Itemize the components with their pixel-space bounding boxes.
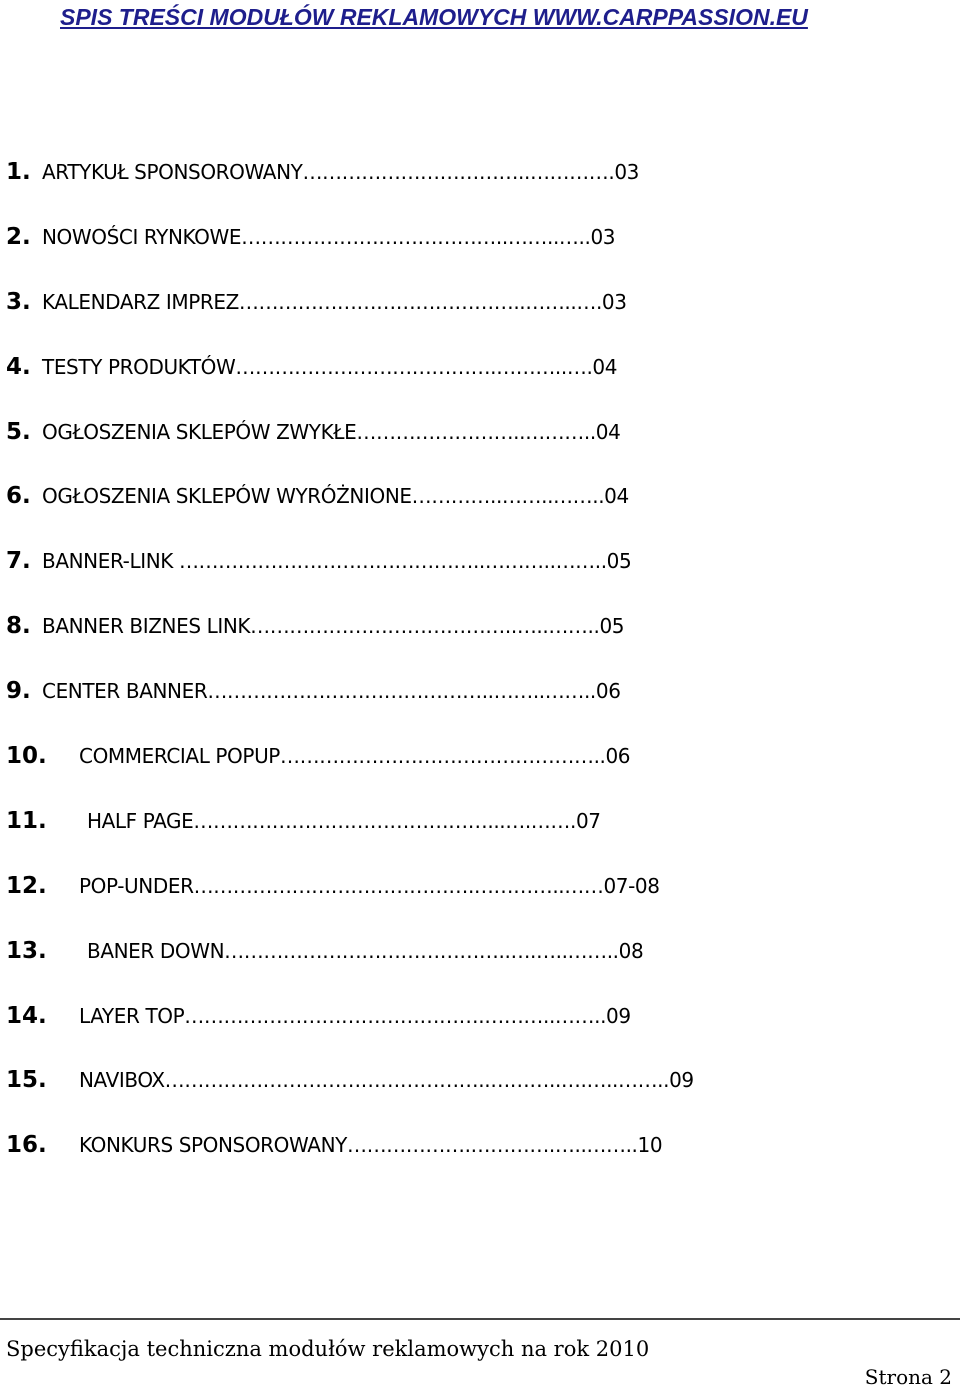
- toc-item: [0, 152, 960, 217]
- toc-item: [0, 801, 960, 866]
- footer-divider: [0, 1318, 960, 1320]
- toc-item-entry: BANNER-LINK ………………………………………..………..……..05: [42, 549, 632, 574]
- toc-item-entry: BANNER BIZNES LINK…………………………………..…..……..05: [42, 614, 625, 639]
- toc-item-number: 3.: [6, 288, 31, 315]
- toc-item: [0, 541, 960, 606]
- toc-item-entry: TESTY PRODUKTÓW………………………………….………..….04: [42, 354, 618, 379]
- toc-item-entry: ARTYKUŁ SPONSOROWANY……………………………..………….03: [42, 160, 639, 184]
- toc-item: [0, 671, 960, 736]
- toc-item-number: 5.: [6, 418, 31, 445]
- toc-item-number: 14.: [6, 1002, 47, 1029]
- toc-item-entry: BANER DOWN……………………………………..….…..……..08: [87, 938, 644, 963]
- toc-item-number: 13.: [6, 937, 47, 964]
- toc-item-number: 7.: [6, 548, 31, 575]
- page-number: Strona 2: [864, 1365, 952, 1389]
- toc-item-number: 12.: [6, 872, 47, 899]
- toc-item: [0, 606, 960, 671]
- toc-item-entry: HALF PAGE………………………………………...….…….07: [87, 808, 601, 833]
- toc-item-entry: KALENDARZ IMPREZ……………………………………..……..….03: [42, 289, 627, 314]
- toc-item-entry: KONKURS SPONSOROWANY……………….………….…..……..10: [79, 1133, 663, 1158]
- toc-item-number: 4.: [6, 353, 31, 380]
- toc-item-number: 11.: [6, 807, 47, 834]
- toc-item: [0, 931, 960, 996]
- toc-item-entry: OGŁOSZENIA SKLEPÓW WYRÓŻNIONE…………..……..……..04: [42, 484, 629, 509]
- toc-item-entry: POP-UNDER…………………………………….…………..……07-08: [79, 873, 660, 898]
- toc-item: [0, 347, 960, 412]
- toc-item-entry: OGŁOSZENIA SKLEPÓW ZWYKŁE……………………..………..04: [42, 419, 621, 444]
- toc-item: [0, 1125, 960, 1190]
- toc-item-entry: LAYER TOP……………………………………….………..……..09: [79, 1003, 631, 1028]
- toc-item: [0, 866, 960, 931]
- toc-item-number: 2.: [6, 223, 31, 250]
- toc-item-entry: CENTER BANNER……………………………………..……..……..06: [42, 679, 621, 704]
- toc-item: [0, 217, 960, 282]
- toc-item: [0, 736, 960, 801]
- table-of-contents: [0, 152, 960, 1190]
- toc-item-number: 16.: [6, 1132, 47, 1159]
- toc-item-entry: NAVIBOX…………………………………………..………..….…..……..09: [79, 1068, 694, 1093]
- toc-item-number: 6.: [6, 483, 31, 510]
- toc-item: [0, 412, 960, 477]
- toc-item-entry: COMMERCIAL POPUP…………………………………………..06: [79, 744, 631, 769]
- toc-item-number: 10.: [6, 743, 47, 770]
- toc-item-number: 15.: [6, 1067, 47, 1094]
- toc-item: [0, 476, 960, 541]
- toc-item: [0, 1060, 960, 1125]
- toc-item: [0, 282, 960, 347]
- footer-caption: Specyfikacja techniczna modułów reklamowych na rok 2010: [6, 1337, 650, 1361]
- toc-item-entry: NOWOŚCI RYNKOWE…………………………………..……..…..03: [42, 224, 616, 249]
- document-title: SPIS TREŚCI MODUŁÓW REKLAMOWYCH WWW.CARPPASSION.EU: [60, 4, 808, 30]
- toc-item-number: 8.: [6, 613, 31, 640]
- toc-item-number: 9.: [6, 678, 31, 705]
- toc-item: [0, 996, 960, 1061]
- toc-item-number: 1.: [6, 159, 31, 185]
